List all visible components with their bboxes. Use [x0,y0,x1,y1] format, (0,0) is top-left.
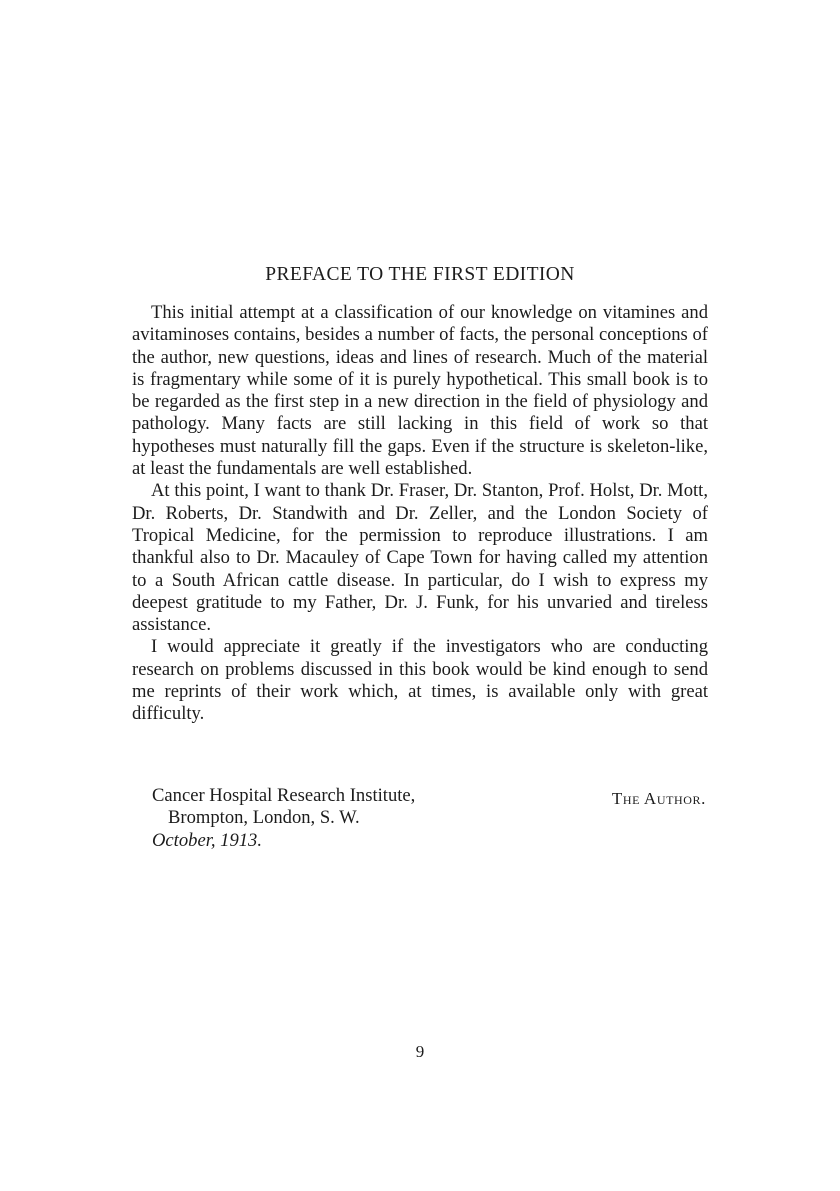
paragraph-3: I would appreciate it greatly if the investigators who are conducting research on problems discussed in this book would be kind enough to send me reprints of their work which, at times, is available only with great difficulty. [132,636,708,725]
page-number: 9 [415,1042,425,1061]
address-date: October, 1913. [152,829,263,851]
address-block [152,785,415,852]
address-line-2: Brompton, London, S. W. [168,807,360,829]
page-title: PREFACE TO THE FIRST EDITION [265,264,575,285]
author-signature: The Author. [611,789,706,808]
paragraph-2: At this point, I want to thank Dr. Fraser, Dr. Stanton, Prof. Holst, Dr. Mott, Dr. Roberts, Dr. Standwith and Dr. Zeller, and the London Society of Tropical Medicine, for the permission to reproduce illustrations. I am thankful also to Dr. Macauley of Cape Town for having called my attention to a South African cattle disease. In particular, do I wish to express my deepest gratitude to my Father, Dr. J. Funk, for his unvaried and tireless assistance. [132,480,708,636]
address-line-1: Cancer Hospital Research Institute, [152,785,416,806]
paragraph-1: This initial attempt at a classification of our knowledge on vitamines and avitaminoses contains, besides a number of facts, the personal conceptions of the author, new questions, ideas and lines of research. Much of the material is fragmentary while some of it is purely hypothetical. This small book is to be regarded as the first step in a new direction in the field of physiology and pathology. Many facts are still lacking in this field of work so that hypotheses must naturally fill the gaps. Even if the structure is skeleton-like, at least the fundamentals are well established. [132,302,708,480]
preface-body [132,302,708,726]
